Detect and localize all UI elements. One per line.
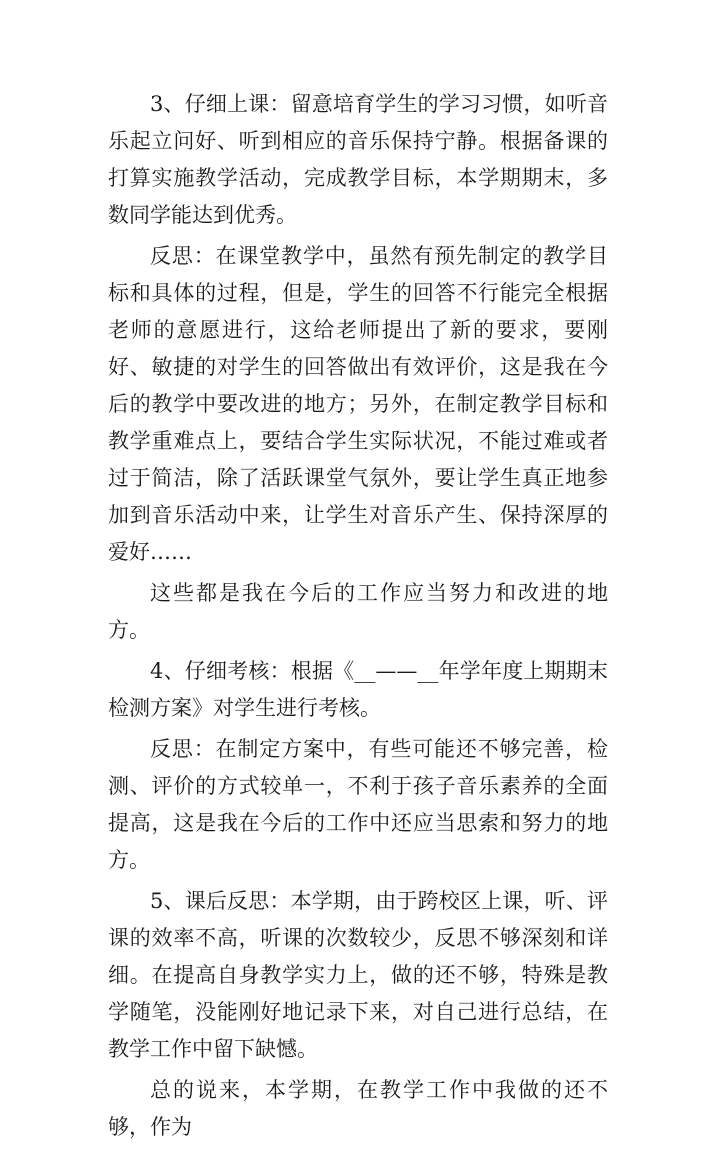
paragraph-reflection-assessment: 反思：在制定方案中，有些可能还不够完善，检测、评价的方式较单一，不利于孩子音乐素养的全面提高，这是我在今后的工作中还应当思索和努力的地方。	[108, 737, 608, 872]
paragraph-careful-assessment: 4、仔细考核：根据《__——__年学年度上期期末检测方案》对学生进行考核。	[108, 659, 608, 720]
paragraph-after-class-reflection: 5、课后反思：本学期，由于跨校区上课，听、评课的效率不高，听课的次数较少，反思不够深刻和详细。在提高自身教学实力上，做的还不够，特殊是教学随笔，没能刚好地记录下来，对自己进行总结，在教学工作中留下缺憾。	[108, 889, 608, 1061]
document-body	[108, 86, 608, 1150]
paragraph-overall-summary: 总的说来，本学期，在教学工作中我做的还不够，作为	[108, 1078, 608, 1139]
paragraph-careful-teaching: 3、仔细上课：留意培育学生的学习习惯，如听音乐起立问好、听到相应的音乐保持宁静。根据备课的打算实施教学活动，完成教学目标，本学期期末，多数同学能达到优秀。	[108, 92, 608, 227]
paragraph-reflection-teaching: 反思：在课堂教学中，虽然有预先制定的教学目标和具体的过程，但是，学生的回答不行能完全根据老师的意愿进行，这给老师提出了新的要求，要刚好、敏捷的对学生的回答做出有效评价，这是我在今后的教学中要改进的地方；另外，在制定教学目标和教学重难点上，要结合学生实际状况，不能过难或者过于简洁，除了活跃课堂气氛外，要让学生真正地参加到音乐活动中来，让学生对音乐产生、保持深厚的爱好……	[108, 244, 608, 564]
paragraph-improvement-summary: 这些都是我在今后的工作应当努力和改进的地方。	[108, 581, 608, 642]
